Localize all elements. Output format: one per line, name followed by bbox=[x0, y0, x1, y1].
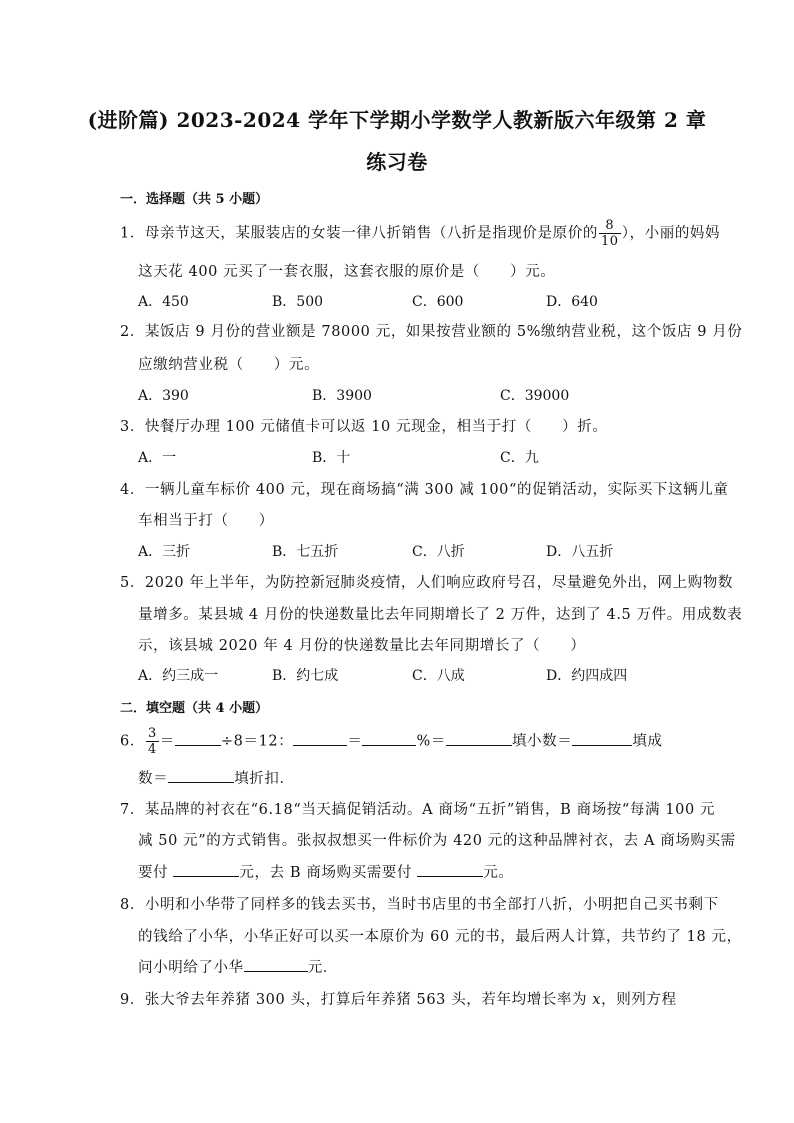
question-5: 5．2020 年上半年，为防控新冠肺炎疫情，人们响应政府号召，尽量避免外出，网上购物数 bbox=[120, 575, 734, 591]
answer-blank[interactable] bbox=[293, 731, 347, 746]
q4-option-b[interactable]: B．七五折 bbox=[272, 544, 339, 560]
q5-option-d[interactable]: D．约四成四 bbox=[546, 668, 628, 684]
question-6-line2: 数＝ 填折扣． bbox=[138, 767, 698, 788]
question-8: 8．小明和小华带了同样多的钱去买书，当时书店里的书全部打八折，小明把自己买书剩下 bbox=[120, 897, 719, 913]
q5-option-a[interactable]: A．约三成一 bbox=[138, 668, 219, 684]
q1-option-b[interactable]: B．500 bbox=[272, 294, 324, 310]
q4-option-a[interactable]: A．三折 bbox=[138, 544, 191, 560]
question-7: 7．某品牌的衬衣在“6.18“当天搞促销活动。A 商场“五折”销售，B 商场按“每满 100 元 bbox=[120, 802, 716, 818]
question-2: 2．某饭店 9 月份的营业额是 78000 元，如果按营业额的 5%缴纳营业税，这个饭店 9 月份 bbox=[120, 324, 743, 340]
q4-option-d[interactable]: D．八五折 bbox=[546, 544, 614, 560]
question-6: 6． $\frac{3}{4}$ ＝ ÷8＝12： ＝ %＝ 填小数＝ 填成 bbox=[120, 726, 663, 757]
answer-blank[interactable] bbox=[417, 862, 483, 877]
q5-option-b[interactable]: B．约七成 bbox=[272, 668, 339, 684]
question-2-line2: 应缴纳营业税（ ）元。 bbox=[138, 357, 320, 373]
variable-x: x bbox=[592, 992, 602, 1008]
section-heading-multiple-choice: 一．选择题（共 5 小题） bbox=[120, 192, 269, 207]
q5-option-c[interactable]: C．八成 bbox=[412, 668, 465, 684]
question-7-line2: 减 50 元”的方式销售。张叔叔想买一件标价为 420 元的这种品牌衬衣，去 A 商场购买需 bbox=[138, 833, 736, 849]
question-5-line2: 量增多。某县城 4 月份的快递数量比去年同期增长了 2 万件，达到了 4.5 万件。用成数表 bbox=[138, 607, 743, 623]
answer-blank[interactable] bbox=[572, 731, 632, 746]
q1-option-c[interactable]: C．600 bbox=[412, 294, 464, 310]
question-8-line3: 问小明给了小华 元． bbox=[138, 956, 698, 977]
q2-option-c[interactable]: C．39000 bbox=[500, 388, 570, 404]
q4-option-c[interactable]: C．八折 bbox=[412, 544, 465, 560]
q2-option-b[interactable]: B．3900 bbox=[312, 388, 372, 404]
page-title-line2: 练习卷 bbox=[366, 150, 428, 174]
question-8-line2: 的钱给了小华，小华正好可以买一本原价为 60 元的书，最后两人计算，共节约了 18 元， bbox=[138, 929, 742, 945]
question-4: 4．一辆儿童车标价 400 元，现在商场搞“满 300 减 100“的促销活动，实际买下这辆儿童 bbox=[120, 482, 729, 498]
answer-blank[interactable] bbox=[362, 731, 416, 746]
question-7-line3: 要付 元，去 B 商场购买需要付 元。 bbox=[138, 861, 698, 882]
question-9: 9．张大爷去年养猪 300 头，打算后年养猪 563 头，若年均增长率为 x，则列方程 bbox=[120, 992, 677, 1008]
q1-option-a[interactable]: A．450 bbox=[138, 294, 189, 310]
page-title: (进阶篇) 2023-2024 学年下学期小学数学人教新版六年级第 2 章 bbox=[87, 108, 707, 132]
q3-option-b[interactable]: B．十 bbox=[312, 450, 351, 466]
q3-option-a[interactable]: A．一 bbox=[138, 450, 177, 466]
question-1-text-cont: ），小丽的妈妈 bbox=[621, 225, 721, 242]
fraction-3-4: $\frac{3}{4}$ bbox=[147, 726, 157, 757]
question-1-line2: 这天花 400 元买了一套衣服，这套衣服的原价是（ ）元。 bbox=[138, 264, 556, 280]
q3-option-c[interactable]: C．九 bbox=[500, 450, 539, 466]
question-1 bbox=[120, 218, 721, 249]
question-3: 3．快餐厅办理 100 元储值卡可以返 10 元现金，相当于打（ ）折。 bbox=[120, 419, 608, 435]
question-4-line2: 车相当于打（ ） bbox=[138, 513, 274, 529]
answer-blank[interactable] bbox=[175, 731, 221, 746]
q1-option-d[interactable]: D．640 bbox=[546, 294, 598, 310]
answer-blank[interactable] bbox=[446, 731, 512, 746]
section-heading-fill-in: 二．填空题（共 4 小题） bbox=[120, 701, 269, 716]
answer-blank[interactable] bbox=[168, 768, 234, 783]
q2-option-a[interactable]: A．390 bbox=[138, 388, 189, 404]
question-1-text: 1．母亲节这天，某服装店的女装一律八折销售（八折是指现价是原价的 bbox=[120, 225, 598, 242]
answer-blank[interactable] bbox=[173, 862, 239, 877]
question-5-line3: 示，该县城 2020 年 4 月份的快递数量比去年同期增长了（ ） bbox=[138, 638, 586, 654]
fraction-8-10: $\frac{8}{10}$ bbox=[600, 218, 619, 249]
answer-blank[interactable] bbox=[244, 957, 308, 972]
